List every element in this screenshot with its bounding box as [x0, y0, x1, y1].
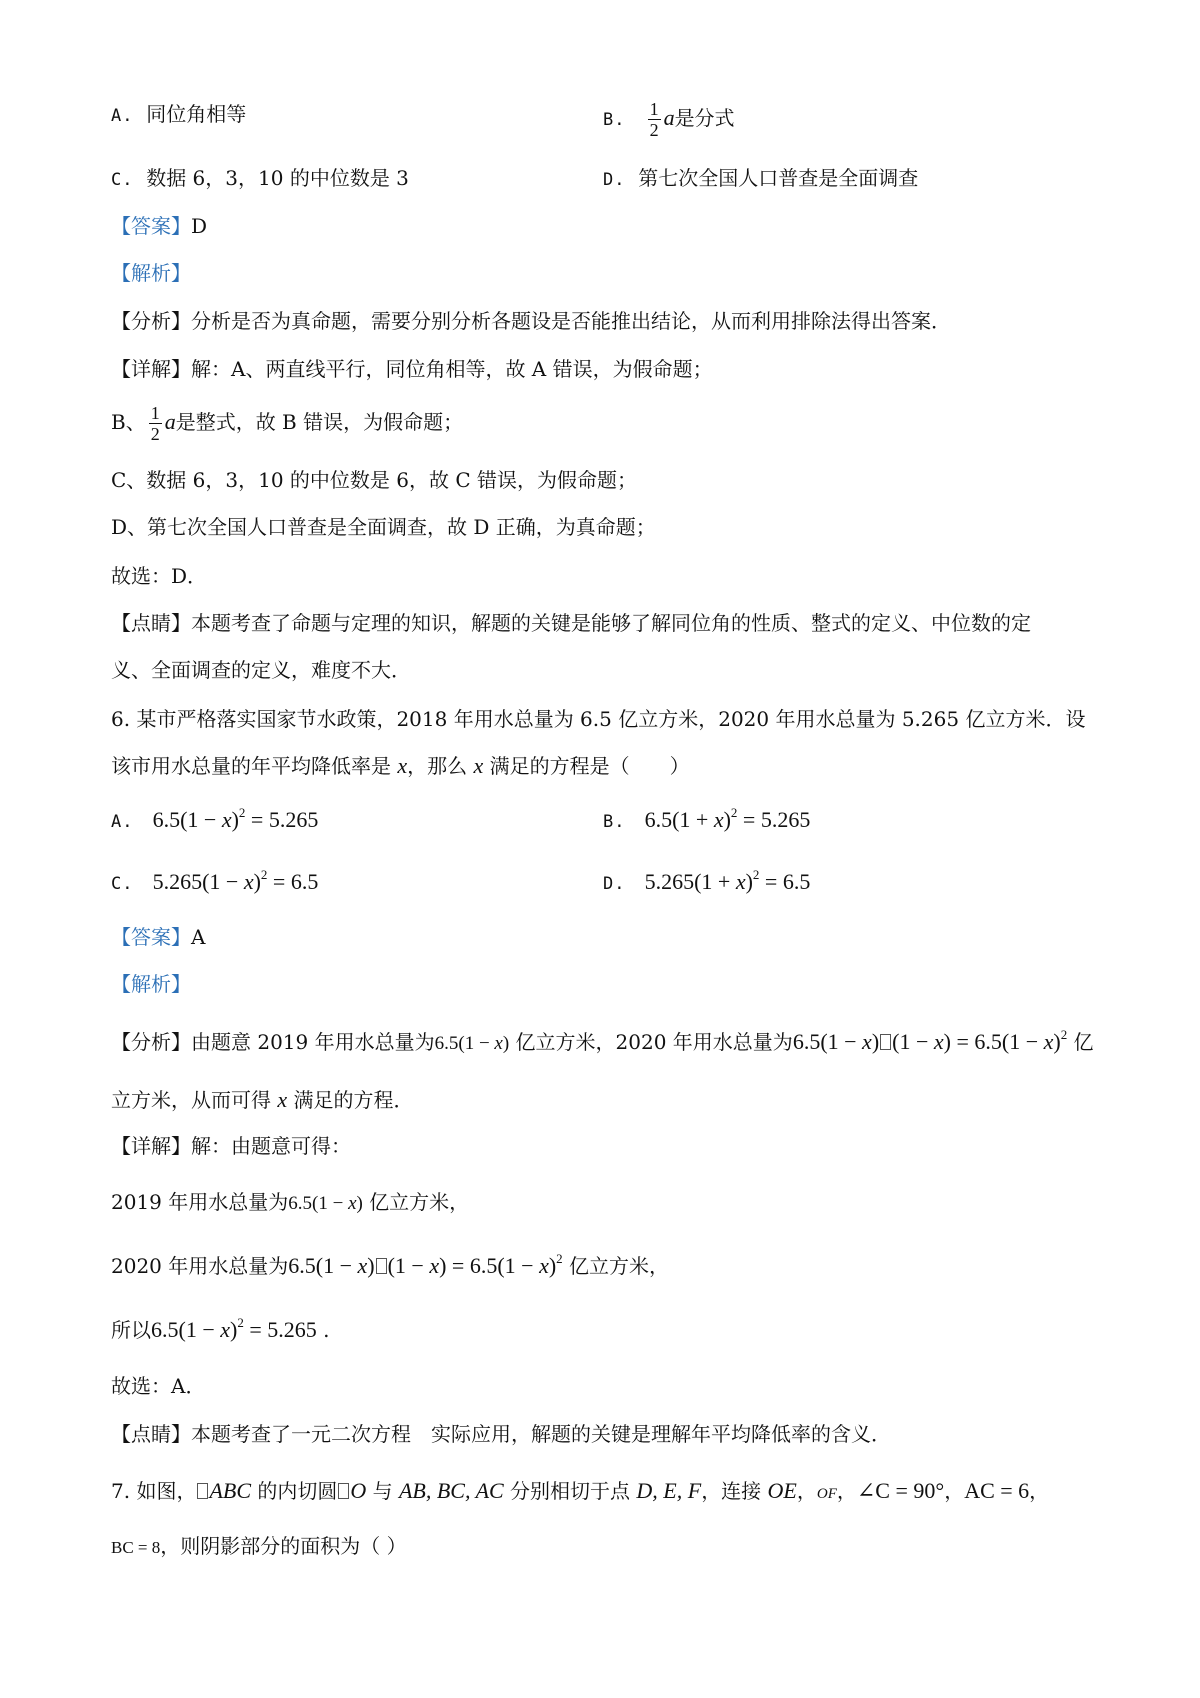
stem-text: 的内切圆 — [251, 1479, 338, 1503]
math-var: x — [243, 869, 254, 894]
math-part: ) — [723, 807, 731, 832]
math-sup: 2 — [237, 1315, 244, 1330]
q5-c-line: C、数据 6，3，10 的中位数是 6，故 C 错误，为假命题； — [111, 468, 638, 492]
math-part: ) — [502, 1033, 510, 1054]
math-var: x — [494, 1033, 503, 1054]
line-text: . — [316, 1318, 330, 1342]
math-op: − — [198, 807, 222, 832]
fenxi-text: 满足的方程． — [287, 1088, 414, 1112]
q6-xiangjie: 【详解】解：由题意可得： — [111, 1134, 351, 1158]
q6-line-suoyi — [111, 1315, 329, 1345]
math-part: 6.5(1 − — [151, 1317, 221, 1342]
option-letter: D. — [603, 874, 626, 894]
math-sup: 2 — [752, 867, 760, 882]
math-part: ) — [871, 1029, 880, 1054]
stem-text: 分别相切于点 — [503, 1479, 637, 1503]
answer-tag: 【答案】 — [111, 214, 191, 238]
math-expr: AC = 6 — [964, 1478, 1030, 1503]
math-sup: 2 — [730, 805, 738, 820]
option-letter: B. — [603, 812, 626, 832]
fenxi-text: 【分析】由题意 2019 年用水总量为 — [111, 1030, 435, 1054]
math-var: x — [277, 1087, 288, 1112]
option-letter: C. — [111, 874, 134, 894]
math-part: ) — [356, 1193, 363, 1214]
q7-stem-2 — [111, 1531, 407, 1561]
stem-text: ， — [836, 1479, 857, 1503]
math-var: x — [220, 1317, 230, 1342]
line-text: 所以 — [111, 1318, 151, 1342]
math-part: (1 − — [892, 1029, 934, 1054]
math-var: a — [663, 105, 675, 130]
q5-fenxi: 【分析】分析是否为真命题，需要分别分析各题设是否能推出结论，从而利用排除法得出答案． — [111, 309, 951, 333]
fenxi-text: 亿立方米，2020 年用水总量为 — [509, 1030, 793, 1054]
q6-option-a — [111, 805, 318, 838]
math-part: ) = 6.5(1 − — [943, 1029, 1044, 1054]
math-op: + — [690, 807, 714, 832]
q6-stem-1: 6. 某市严格落实国家节水政策，2018 年用水总量为 6.5 亿立方米，2020 年用水总量为 5.265 亿立方米．设 — [111, 707, 1086, 731]
option-letter: D. — [603, 170, 626, 190]
math-var: x — [397, 753, 408, 778]
math-var: D, E, F — [636, 1478, 702, 1503]
triangle-glyph-box — [197, 1483, 208, 1499]
math-var: a — [164, 409, 176, 434]
stem-text: ，则阴影部分的面积为（ ） — [160, 1534, 407, 1558]
math-part: = 5.265 — [737, 807, 811, 832]
q5-choose: 故选：D． — [111, 564, 208, 588]
fenxi-text: 亿 — [1067, 1030, 1094, 1054]
fenxi-text: 立方米，从而可得 — [111, 1088, 278, 1112]
math-var: x — [539, 1253, 549, 1278]
q6-analysis-tag: 【解析】 — [111, 972, 191, 996]
math-part: ) = 6.5(1 − — [439, 1253, 540, 1278]
math-var: x — [862, 1029, 872, 1054]
math-part: ) — [231, 807, 239, 832]
math-part: = 6.5 — [267, 869, 319, 894]
option-text: 同位角相等 — [146, 102, 247, 126]
stem-text: 7. 如图， — [111, 1479, 197, 1503]
missing-glyph-box — [376, 1258, 387, 1274]
math-var: x — [429, 1253, 440, 1278]
math-expr: BC = 8 — [111, 1538, 161, 1557]
math-var: x — [357, 1253, 368, 1278]
q6-option-b — [603, 805, 810, 838]
line-prefix: B、 — [111, 410, 146, 434]
line-text: 2019 年用水总量为 — [111, 1190, 289, 1214]
math-var: x — [221, 807, 232, 832]
math-var: OF — [816, 1486, 837, 1502]
math-part: = 6.5 — [759, 869, 811, 894]
line-text: 是整式，故 B 错误，为假命题； — [175, 410, 464, 434]
stem-text: ，连接 — [701, 1479, 768, 1503]
stem-text: ，那么 — [407, 754, 474, 778]
math-var: O — [350, 1478, 367, 1503]
math-part: 6.5(1 − — [434, 1033, 495, 1054]
stem-text: 满足的方程是（ ） — [483, 754, 690, 778]
q5-b-line — [111, 403, 464, 444]
math-var: ABC — [209, 1478, 252, 1503]
math-part: 6.5(1 − — [288, 1193, 349, 1214]
answer-tag: 【答案】 — [111, 925, 191, 949]
math-part: 5.265(1 — [644, 869, 713, 894]
math-var: x — [713, 807, 724, 832]
math-part: ) — [367, 1253, 375, 1278]
stem-text: ， — [944, 1479, 965, 1503]
math-part: = 5.265 — [245, 807, 319, 832]
q5-d-line: D、第七次全国人口普查是全面调查，故 D 正确，为真命题； — [111, 515, 656, 539]
missing-glyph-box — [880, 1034, 891, 1050]
option-letter: A. — [111, 106, 134, 126]
option-text: 第七次全国人口普查是全面调查 — [638, 166, 919, 190]
math-part: ) — [253, 869, 261, 894]
math-part: 6.5(1 — [644, 807, 691, 832]
math-part: ) — [548, 1253, 557, 1278]
math-part: (1 − — [387, 1253, 430, 1278]
line-text: 亿立方米， — [362, 1190, 470, 1214]
q7-stem-1 — [111, 1476, 1049, 1506]
math-sup: 2 — [260, 867, 268, 882]
q5-answer — [111, 211, 207, 241]
math-var: x — [473, 753, 484, 778]
math-op: − — [220, 869, 244, 894]
stem-text: ， — [796, 1479, 817, 1503]
option-letter: A. — [111, 812, 134, 832]
q5-xiangjie: 【详解】解：A、两直线平行，同位角相等，故 A 错误，为假命题； — [111, 357, 713, 381]
q5-option-c — [111, 163, 409, 195]
q6-line-2020 — [111, 1251, 669, 1281]
q5-dianjing-2: 义、全面调查的定义，难度不大． — [111, 658, 411, 682]
math-sup: 2 — [238, 805, 246, 820]
option-text: 数据 6，3，10 的中位数是 3 — [146, 166, 409, 190]
math-sup: 2 — [556, 1251, 563, 1266]
q6-answer — [111, 922, 205, 952]
q6-choose: 故选：A． — [111, 1374, 206, 1398]
line-text: 2020 年用水总量为 — [111, 1254, 289, 1278]
math-part: 6.5(1 − — [792, 1029, 863, 1054]
option-letter: C. — [111, 170, 134, 190]
math-expr: ∠C = 90° — [856, 1478, 945, 1503]
math-var: x — [933, 1029, 944, 1054]
math-part: 5.265(1 — [152, 869, 221, 894]
stem-text: ， — [1029, 1479, 1050, 1503]
math-op: + — [712, 869, 736, 894]
q6-line-2019 — [111, 1187, 469, 1217]
q5-analysis-tag: 【解析】 — [111, 261, 191, 285]
math-var: OE — [767, 1478, 797, 1503]
math-var: x — [735, 869, 746, 894]
fraction-numerator: 1 — [649, 99, 659, 119]
answer-value: D — [191, 214, 208, 238]
fraction-numerator: 1 — [150, 403, 160, 423]
fraction-denominator: 2 — [649, 120, 659, 140]
fraction — [149, 403, 162, 444]
q5-option-b — [603, 99, 735, 140]
math-var: x — [1043, 1029, 1054, 1054]
q5-option-a — [111, 99, 246, 131]
math-sup: 2 — [1060, 1027, 1068, 1042]
math-part: = 5.265 — [243, 1317, 317, 1342]
answer-value: A — [191, 925, 206, 949]
q6-stem-2 — [111, 751, 690, 781]
math-part: 6.5(1 − — [288, 1253, 358, 1278]
q6-option-c — [111, 867, 318, 900]
q6-fenxi-2 — [111, 1085, 413, 1115]
line-text: 亿立方米， — [562, 1254, 670, 1278]
q6-option-d — [603, 867, 810, 900]
q5-option-d — [603, 163, 918, 195]
math-part: ) — [1053, 1029, 1061, 1054]
math-part: ) — [745, 869, 753, 894]
q6-dianjing: 【点睛】本题考查了一元二次方程 实际应用，解题的关键是理解年平均降低率的含义． — [111, 1422, 891, 1446]
circle-glyph-box — [338, 1483, 349, 1499]
option-text: 是分式 — [674, 106, 735, 130]
stem-text: 该市用水总量的年平均降低率是 — [111, 754, 398, 778]
q6-fenxi-1 — [111, 1027, 1094, 1057]
stem-text: 与 — [366, 1479, 399, 1503]
dianjing-text: 【点睛】本题考查了命题与定理的知识，解题的关键是能够了解同位角的性质、整式的定义、中位数的定 — [111, 611, 1031, 635]
fraction — [648, 99, 661, 140]
q5-dianjing-1 — [111, 608, 1031, 638]
fraction-denominator: 2 — [150, 424, 160, 444]
math-var: AB, BC, AC — [398, 1478, 504, 1503]
math-var: x — [348, 1193, 357, 1214]
option-letter: B. — [603, 110, 626, 130]
math-part: ) — [230, 1317, 238, 1342]
math-part: 6.5(1 — [152, 807, 199, 832]
